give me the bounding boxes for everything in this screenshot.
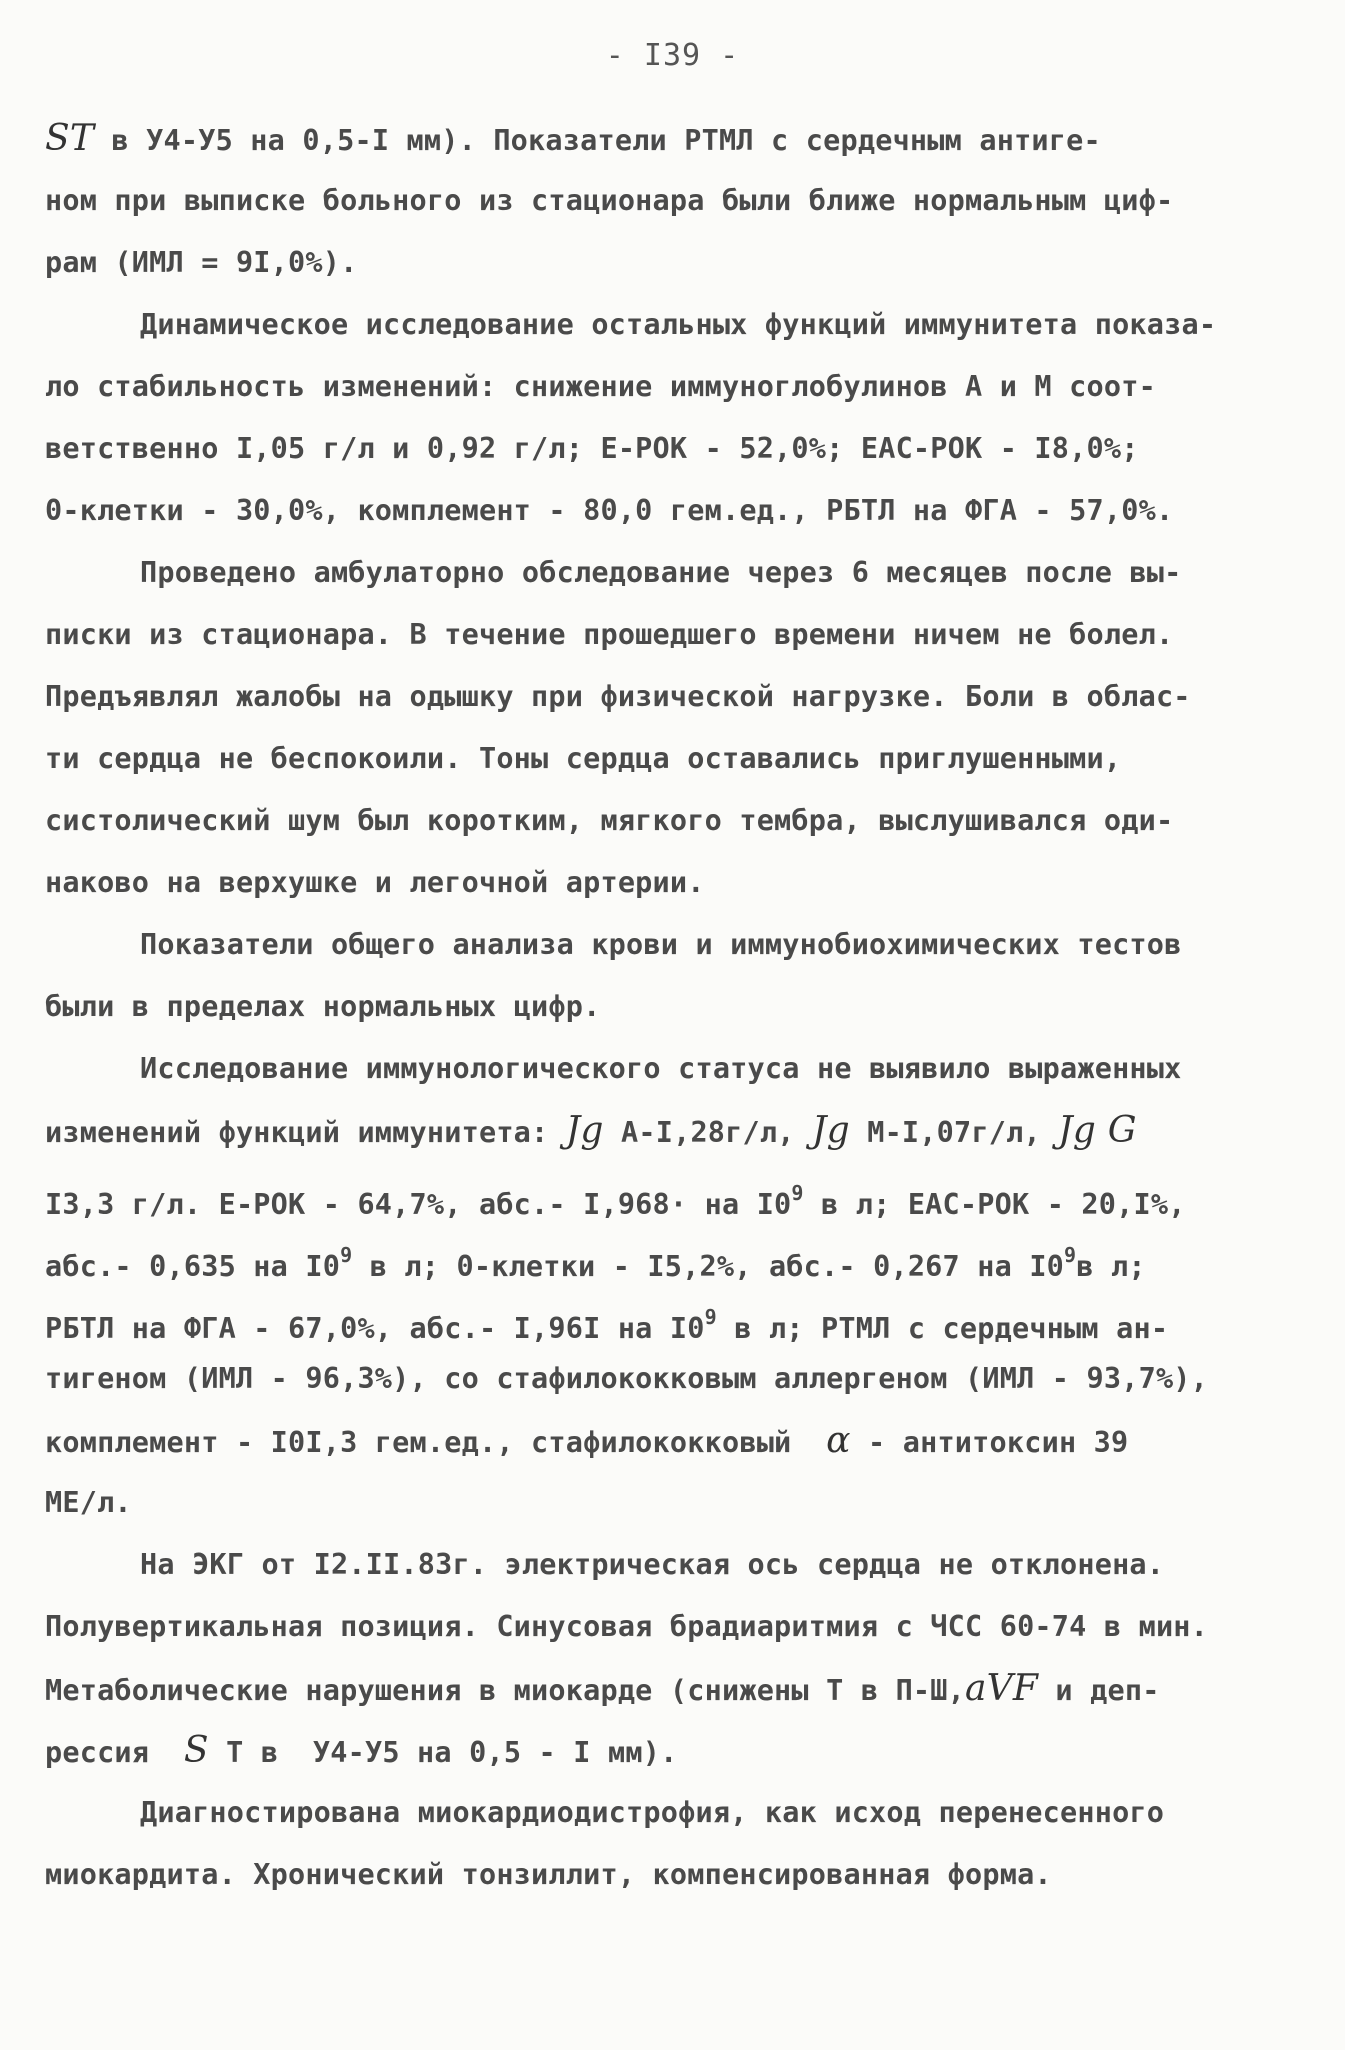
paragraph-start-line: Диагностирована миокардиодистрофия, как исход перенесенного [140, 1796, 1165, 1829]
handwritten-annotation: ST [45, 118, 95, 159]
text-line: наково на верхушке и легочной артерии. [45, 866, 705, 899]
body-text [45, 108, 1307, 1906]
handwritten-annotation: α [826, 1420, 851, 1461]
text-line: РБТЛ на ФГА - 67,0%, абс.- I,96I на $I0^9$ в л; РТМЛ с сердечным ан- [45, 1305, 1169, 1345]
text-line: комплемент - I0I,3 гем.ед., стафилококковый α - антитоксин 39 [45, 1420, 1129, 1461]
text-line: абс.- 0,635 на $I0^9$ в л; 0-клетки - I5,2%, абс.- 0,267 на $I0^9в$ л; [45, 1243, 1146, 1283]
text-line: ло стабильность изменений: снижение иммуноглобулинов А и М соот- [45, 370, 1156, 403]
text-line: ти сердца не беспокоили. Тоны сердца оставались приглушенными, [45, 742, 1122, 775]
text-line: были в пределах нормальных цифр. [45, 990, 601, 1023]
text-line: систолический шум был коротким, мягкого тембра, выслушивался оди- [45, 804, 1174, 837]
paragraph-start-line: Исследование иммунологического статуса не выявило выраженных [140, 1052, 1182, 1085]
paragraph-start-line: Проведено амбулаторно обследование через 6 месяцев после вы- [140, 556, 1182, 589]
text-line: Метаболические нарушения в миокарде (снижены Т в П-Ш,aVF и деп- [45, 1668, 1160, 1709]
paragraph-start-line: Показатели общего анализа крови и иммунобиохимических тестов [140, 928, 1182, 961]
text-line: Предъявлял жалобы на одышку при физической нагрузке. Боли в облас- [45, 680, 1191, 713]
text-line: миокардита. Хронический тонзиллит, компенсированная форма. [45, 1858, 1052, 1891]
text-line: ном при выписке больного из стационара были ближе нормальным циф- [45, 184, 1174, 217]
text-line: МЕ/л. [45, 1486, 132, 1519]
text-line: рам (ИМЛ = 9I,0%). [45, 246, 358, 279]
paragraph-start-line: Динамическое исследование остальных функций иммунитета показа- [140, 308, 1217, 341]
handwritten-annotation: Jg [811, 1110, 850, 1151]
text-line: писки из стационара. В течение прошедшего времени ничем не болел. [45, 618, 1174, 651]
handwritten-annotation: Jg G [1058, 1110, 1137, 1151]
handwritten-annotation: aVF [965, 1668, 1039, 1709]
text-line: Полувертикальная позиция. Синусовая брадиаритмия с ЧСС 60-74 в мин. [45, 1610, 1209, 1643]
page-number: - I39 - [605, 38, 740, 73]
text-line: I3,3 г/л. Е-РОК - 64,7%, абс.- I,968· на $I0^9$ в л; ЕАС-РОК - 20,I%, [45, 1181, 1186, 1221]
text-line: изменений функций иммунитета: Jg А-I,28г/л, Jg М-I,07г/л, Jg G [45, 1110, 1137, 1151]
text-line: 0-клетки - 30,0%, комплемент - 80,0 гем.ед., РБТЛ на ФГА - 57,0%. [45, 494, 1174, 527]
superscript: 9 [791, 1181, 804, 1205]
superscript: 9 [704, 1305, 717, 1329]
paragraph-start-line: На ЭКГ от I2.II.83г. электрическая ось сердца не отклонена. [140, 1548, 1165, 1581]
handwritten-annotation: S [183, 1730, 209, 1771]
text-line: ветственно I,05 г/л и 0,92 г/л; Е-РОК - 52,0%; ЕАС-РОК - I8,0%; [45, 432, 1139, 465]
text-line: тигеном (ИМЛ - 96,3%), со стафилококковым аллергеном (ИМЛ - 93,7%), [45, 1362, 1209, 1395]
text-line: рессия S Т в У4-У5 на 0,5 - I мм). [45, 1730, 678, 1771]
text-line: ST в У4-У5 на 0,5-I мм). Показатели РТМЛ с сердечным антиге- [45, 118, 1101, 159]
superscript: 9 [340, 1243, 353, 1267]
handwritten-annotation: Jg [565, 1110, 604, 1151]
superscript: 9 [1064, 1243, 1077, 1267]
